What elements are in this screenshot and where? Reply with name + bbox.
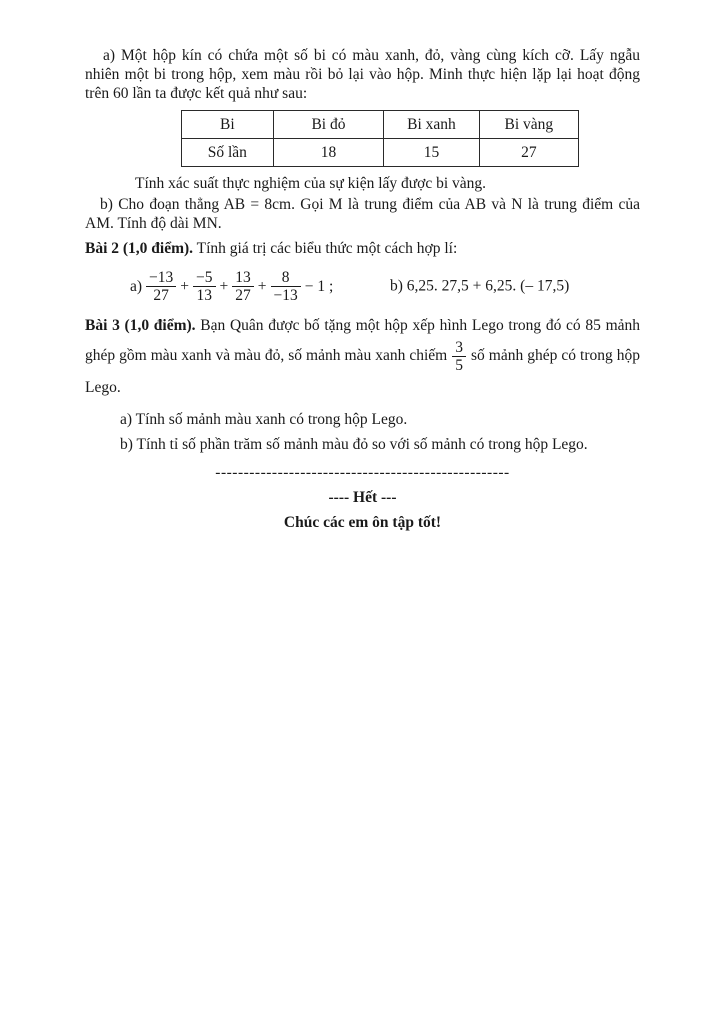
expression-a-tail: − 1 ; [304,277,334,295]
table-cell: 15 [384,139,479,167]
table-cell: 18 [273,139,384,167]
expression-b: b) 6,25. 27,5 + 6,25. (– 17,5) [390,277,570,295]
problem1-part-a-text: a) Một hộp kín có chứa một số bi có màu xanh, đỏ, vàng cùng kích cỡ. Lấy ngẫu nhiên một bi trong hộp, xem màu rồi bỏ lại vào hộp. Minh thực hiện lặp lại hoạt động trên 60 lần ta được kết quả như sau: [85,47,640,102]
table-header-cell: Bi [182,111,274,139]
problem2-expressions [130,262,640,310]
plus-operator: + [257,277,267,295]
end-marker: ---- Hết --- [328,489,397,506]
table-cell: Số lần [182,139,274,167]
expression-a-label: a) [130,277,143,295]
fraction-2: $\frac{-5}{13}$ [193,269,216,304]
table-header-cell: Bi đỏ [273,111,384,139]
table-data-row [182,139,579,167]
expression-a [130,269,333,304]
plus-operator: + [180,277,190,295]
fraction-three-fifths: $\frac{3}{5}$ [452,339,466,374]
frequency-table [181,110,579,167]
plus-operator: + [219,277,229,295]
fraction-4: $\frac{8}{-13}$ [271,269,301,304]
problem3-question-a: a) Tính số mảnh màu xanh có trong hộp Lego. [120,411,408,428]
problem1-part-b-text: b) Cho đoạn thẳng AB = 8cm. Gọi M là trung điểm của AB và N là trung điểm của AM. Tính độ dài MN. [85,196,640,232]
table-cell: 27 [479,139,578,167]
problem2-label: Bài 2 (1,0 điểm). [85,240,194,257]
problem3-text-after: số mảnh ghép có trong hộp Lego. [85,347,640,396]
problem3-text [85,312,640,401]
table-header-cell: Bi vàng [479,111,578,139]
problem3-text-before: Bạn Quân được bố tặng một hộp xếp hình Lego trong đó có 85 mảnh ghép gồm màu xanh và màu đỏ, số mảnh màu xanh chiếm [85,317,641,365]
closing-wish: Chúc các em ôn tập tốt! [283,514,442,531]
table-header-cell: Bi xanh [384,111,479,139]
fraction-3: $\frac{13}{27}$ [232,269,254,304]
table-header-row [182,111,579,139]
problem3-label: Bài 3 (1,0 điểm). [85,317,196,334]
problem2-intro: Tính giá trị các biểu thức một cách hợp lí: [193,240,458,257]
problem3-question-b: b) Tính tỉ số phần trăm số mảnh màu đỏ so với số mảnh có trong hộp Lego. [120,436,588,453]
problem1-question-a: Tính xác suất thực nghiệm của sự kiện lấy được bi vàng. [135,175,487,192]
fraction-1: $\frac{-13}{27}$ [146,269,176,304]
divider-dashes: ---------------------------------------------------- [215,464,510,481]
problem2-heading [85,239,640,258]
